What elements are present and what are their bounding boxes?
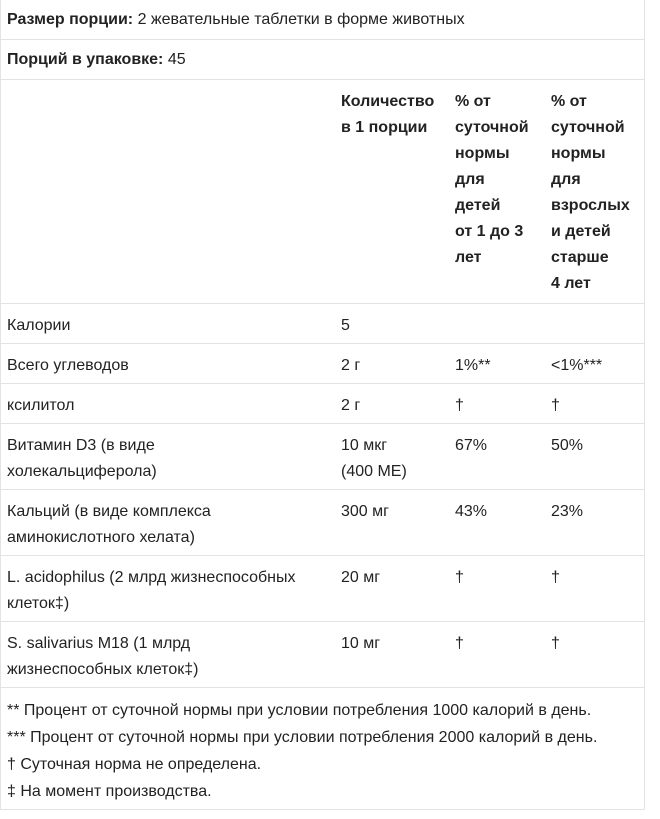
footnote: *** Процент от суточной нормы при условии потребления 2000 калорий в день. xyxy=(7,729,598,746)
nutrient-dv-kids: 1%** xyxy=(455,357,491,374)
table-row xyxy=(1,490,644,556)
nutrient-amount: 20 мг xyxy=(341,569,381,586)
nutrient-dv-kids: † xyxy=(455,569,464,586)
table-row xyxy=(1,384,644,424)
serving-size-value: 2 жевательные таблетки в форме животных xyxy=(137,11,465,28)
header-nutrient xyxy=(1,80,335,303)
table-row xyxy=(1,424,644,490)
nutrient-name: ксилитол xyxy=(7,397,75,414)
nutrient-amount: 2 г xyxy=(341,357,361,374)
nutrient-dv-adults xyxy=(545,304,642,343)
nutrient-dv-adults: 50% xyxy=(551,437,584,454)
header-dv-adults: % от суточной нормы для взрослых и детей старше 4 лет xyxy=(551,93,630,292)
nutrient-name: L. acidophilus (2 млрд жизнеспособных клеток‡) xyxy=(7,569,296,612)
footnotes xyxy=(1,688,644,810)
nutrient-dv-adults: 23% xyxy=(551,503,584,520)
header-dv-kids: % от суточной нормы для детей от 1 до 3 лет xyxy=(455,93,529,266)
nutrient-name: Витамин D3 (в виде холекальциферола) xyxy=(7,437,157,480)
nutrient-amount: 5 xyxy=(341,317,350,334)
nutrient-amount: 2 г xyxy=(341,397,361,414)
nutrient-dv-kids: 43% xyxy=(455,503,488,520)
nutrient-dv-kids: † xyxy=(455,635,464,652)
footnote: † Суточная норма не определена. xyxy=(7,756,262,773)
header-amount: Количество в 1 порции xyxy=(341,93,435,136)
nutrient-dv-adults: † xyxy=(551,635,560,652)
nutrient-amount: 10 мкг (400 МЕ) xyxy=(341,437,407,480)
nutrient-dv-kids xyxy=(449,304,545,343)
table-row xyxy=(1,304,644,344)
nutrient-name: Кальций (в виде комплекса аминокислотного хелата) xyxy=(7,503,211,546)
footnote: ** Процент от суточной нормы при условии потребления 1000 калорий в день. xyxy=(7,702,592,719)
serving-size-label: Размер порции: xyxy=(7,11,134,28)
nutrient-name: S. salivarius M18 (1 млрд жизнеспособных клеток‡) xyxy=(7,635,199,678)
table-header-row xyxy=(1,80,644,304)
servings-per-container-label: Порций в упаковке: xyxy=(7,51,164,68)
servings-per-container-row xyxy=(1,40,644,80)
servings-per-container-value: 45 xyxy=(167,51,186,68)
nutrient-amount: 10 мг xyxy=(341,635,381,652)
table-row xyxy=(1,344,644,384)
serving-size-row xyxy=(1,0,644,40)
nutrient-dv-kids: † xyxy=(455,397,464,414)
table-row xyxy=(1,556,644,622)
nutrient-name: Всего углеводов xyxy=(7,357,129,374)
nutrient-dv-adults: † xyxy=(551,569,560,586)
footnote: ‡ На момент производства. xyxy=(7,783,212,800)
nutrient-name: Калории xyxy=(7,317,71,334)
nutrient-dv-adults: <1%*** xyxy=(551,357,603,374)
table-row xyxy=(1,622,644,688)
nutrient-dv-adults: † xyxy=(551,397,560,414)
nutrient-dv-kids: 67% xyxy=(455,437,488,454)
nutrient-amount: 300 мг xyxy=(341,503,389,520)
